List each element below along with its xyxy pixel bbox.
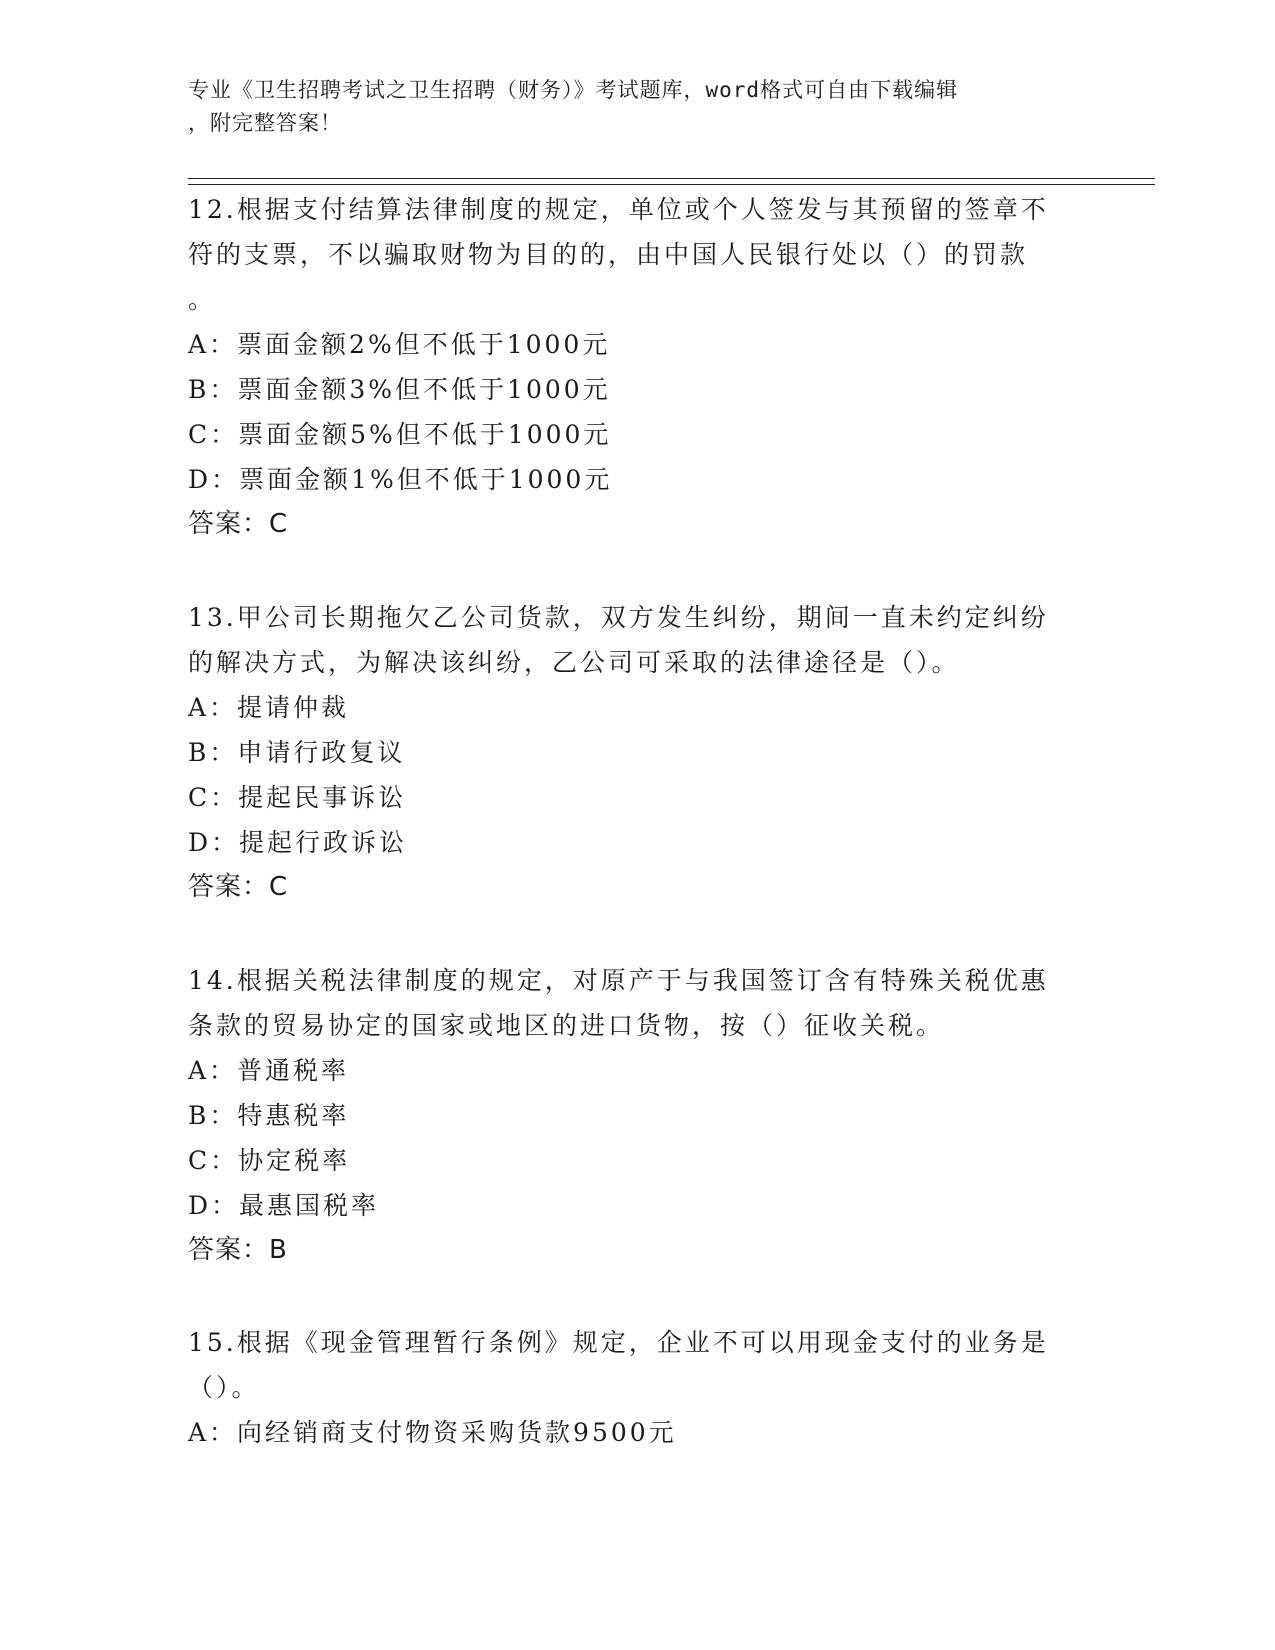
question-text-line: 15.根据《现金管理暂行条例》规定，企业不可以用现金支付的业务是 <box>188 1328 1049 1357</box>
header-line-1: 专业《卫生招聘考试之卫生招聘（财务）》考试题库，word格式可自由下载编辑 <box>188 78 959 102</box>
option-c: C：提起民事诉讼 <box>188 783 407 812</box>
option-b: B：票面金额3%但不低于1000元 <box>188 375 611 404</box>
question-13 <box>188 595 1088 910</box>
answer: 答案：B <box>188 1235 288 1265</box>
document-header <box>188 74 1088 140</box>
option-c: C：票面金额5%但不低于1000元 <box>188 420 612 449</box>
option-d: D：票面金额1%但不低于1000元 <box>188 465 613 494</box>
option-c: C：协定税率 <box>188 1146 351 1175</box>
question-text-line: 14.根据关税法律制度的规定，对原产于与我国签订含有特殊关税优惠 <box>188 966 1049 995</box>
question-text-line: 条款的贸易协定的国家或地区的进口货物，按（）征收关税。 <box>188 1011 945 1040</box>
answer: 答案：C <box>188 872 289 902</box>
option-b: B：申请行政复议 <box>188 738 406 767</box>
question-12 <box>188 187 1088 547</box>
question-14 <box>188 958 1088 1273</box>
option-a: A：票面金额2%但不低于1000元 <box>188 330 611 359</box>
header-divider-bottom <box>188 184 1155 185</box>
option-b: B：特惠税率 <box>188 1101 350 1130</box>
option-a: A：向经销商支付物资采购货款9500元 <box>188 1418 677 1447</box>
option-a: A：提请仲裁 <box>188 693 350 722</box>
option-d: D：最惠国税率 <box>188 1191 380 1220</box>
option-d: D：提起行政诉讼 <box>188 828 408 857</box>
question-text-line: 的解决方式，为解决该纠纷，乙公司可采取的法律途径是（）。 <box>188 648 960 677</box>
option-a: A：普通税率 <box>188 1056 350 1085</box>
header-divider-top <box>188 178 1155 179</box>
header-line-2: ，附完整答案！ <box>188 111 342 135</box>
question-text-line: 13.甲公司长期拖欠乙公司货款，双方发生纠纷，期间一直未约定纠纷 <box>188 603 1049 632</box>
question-text-line: 12.根据支付结算法律制度的规定，单位或个人签发与其预留的签章不 <box>188 195 1049 224</box>
question-text-line: 符的支票，不以骗取财物为目的的，由中国人民银行处以（）的罚款 <box>188 240 1029 269</box>
question-text-line: 。 <box>188 285 217 314</box>
question-15 <box>188 1320 1088 1455</box>
answer: 答案：C <box>188 509 289 539</box>
question-text-line: （）。 <box>188 1373 260 1402</box>
